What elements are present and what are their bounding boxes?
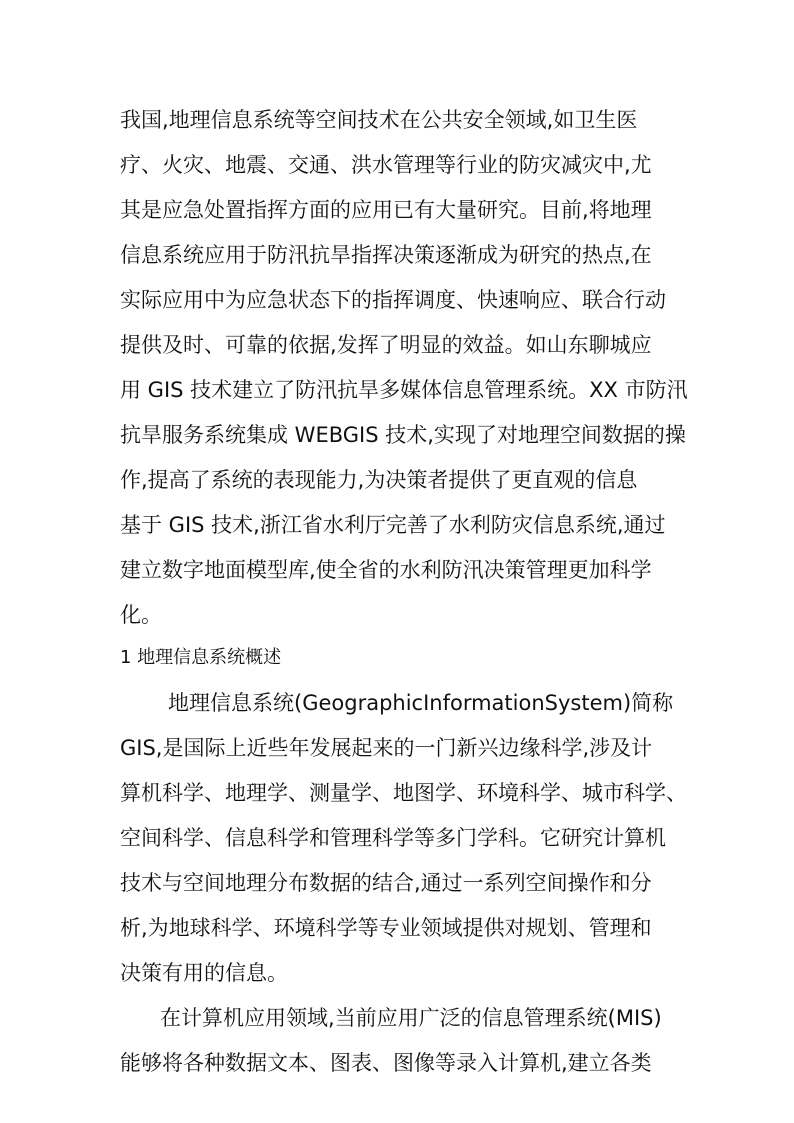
- paragraph-1-line-8: 抗旱服务系统集成 WEBGIS 技术,实现了对地理空间数据的操: [120, 423, 686, 447]
- paragraph-1-line-5: 实际应用中为应急状态下的指挥调度、快速响应、联合行动: [120, 288, 666, 312]
- paragraph-3-line-1: 在计算机应用领域,当前应用广泛的信息管理系统(MIS): [160, 1006, 662, 1030]
- paragraph-1-line-6: 提供及时、可靠的依据,发挥了明显的效益。如山东聊城应: [120, 333, 652, 357]
- paragraph-1-line-11: 建立数字地面模型库,使全省的水利防汛决策管理更加科学: [120, 558, 652, 582]
- paragraph-1-line-1: 我国,地理信息系统等空间技术在公共安全领域,如卫生医: [120, 108, 638, 132]
- paragraph-2-line-5: 技术与空间地理分布数据的结合,通过一系列空间操作和分: [120, 871, 652, 895]
- paragraph-1-line-9: 作,提高了系统的表现能力,为决策者提供了更直观的信息: [120, 468, 638, 492]
- paragraph-2-line-1: 地理信息系统(GeographicInformationSystem)简称: [168, 691, 674, 715]
- paragraph-2-line-3: 算机科学、地理学、测量学、地图学、环境科学、城市科学、: [120, 781, 687, 805]
- paragraph-1-line-7: 用 GIS 技术建立了防汛抗旱多媒体信息管理系统。XX 市防汛: [120, 378, 688, 402]
- paragraph-1-line-4: 信息系统应用于防汛抗旱指挥决策逐渐成为研究的热点,在: [120, 243, 652, 267]
- paragraph-1-line-2: 疗、火灾、地震、交通、洪水管理等行业的防灾减灾中,尤: [120, 153, 652, 177]
- paragraph-2-line-7: 决策有用的信息。: [120, 961, 288, 985]
- section-heading: 1 地理信息系统概述: [120, 647, 282, 668]
- paragraph-1-line-3: 其是应急处置指挥方面的应用已有大量研究。目前,将地理: [120, 198, 652, 222]
- paragraph-3-line-2: 能够将各种数据文本、图表、图像等录入计算机,建立各类: [120, 1051, 652, 1075]
- paragraph-2-line-4: 空间科学、信息科学和管理科学等多门学科。它研究计算机: [120, 826, 666, 850]
- paragraph-2-line-6: 析,为地球科学、环境科学等专业领域提供对规划、管理和: [120, 916, 652, 940]
- paragraph-1-line-10: 基于 GIS 技术,浙江省水利厅完善了水利防灾信息系统,通过: [120, 513, 666, 537]
- paragraph-1-line-12: 化。: [120, 603, 162, 627]
- paragraph-2-line-2: GIS,是国际上近些年发展起来的一门新兴边缘科学,涉及计: [120, 736, 653, 760]
